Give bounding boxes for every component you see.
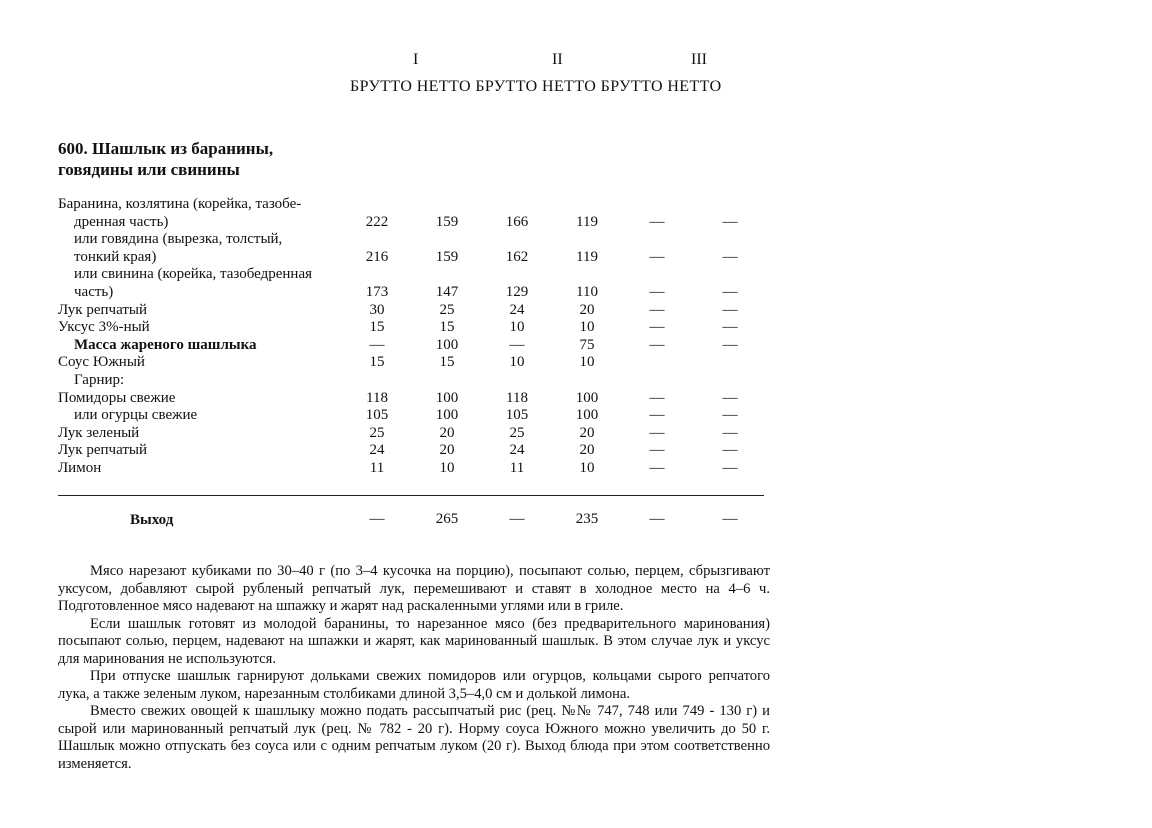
ingredient-value: —: [649, 284, 665, 300]
ingredient-label: Соус Южный: [58, 354, 145, 371]
ingredient-value: 15: [369, 319, 385, 336]
ingredient-value: —: [649, 301, 665, 318]
yield-value: —: [369, 511, 385, 527]
ingredient-label: или огурцы свежие: [74, 407, 198, 424]
ingredient-label: Гарнир:: [74, 372, 125, 388]
ingredient-value: 166: [505, 213, 529, 230]
ingredient-value: 10: [579, 460, 595, 476]
paragraph: Мясо нарезают кубиками по 30–40 г (по 3–4 кусочка на порцию), посыпают солью, перцем, сбрызгивают уксусом, добавляют сырой рубленый репчатый лук, перемешивают и ставят в холодное место на 4–6 ч. Подготовленное мясо надевают на шпажку и жарят над раскаленными углями или в гриле.: [58, 563, 770, 614]
column-number-3: III: [691, 51, 707, 68]
ingredient-value: 10: [579, 354, 595, 371]
ingredient-value: 25: [439, 301, 455, 318]
ingredient-label: дренная часть): [74, 213, 169, 230]
ingredient-label: Масса жареного шашлыка: [74, 336, 257, 353]
yield-value: —: [509, 511, 525, 527]
ingredient-value: —: [649, 407, 665, 424]
ingredient-value: 119: [576, 213, 598, 230]
ingredient-value: 10: [579, 319, 595, 336]
ingredient-value: 20: [439, 424, 455, 441]
ingredient-value: 20: [439, 442, 455, 459]
ingredient-value: —: [722, 284, 738, 300]
ingredient-value: —: [649, 460, 665, 476]
ingredient-label: Баранина, козлятина (корейка, тазобе-: [58, 196, 302, 212]
ingredient-value: 159: [435, 213, 459, 230]
ingredient-label: тонкий края): [74, 248, 157, 265]
ingredient-value: 119: [576, 248, 598, 265]
ingredient-value: —: [722, 213, 738, 230]
paragraph: Вместо свежих овощей к шашлыку можно подать рассыпчатый рис (рец. №№ 747, 748 или 749 - 130 г) и сырой или маринованный репчатый лук (рец. № 782 - 20 г). Норму соуса Южного можно увеличить до 50 г. Шашлык можно отпускать без соуса или с одним репчатым луком (20 г). Выход блюда при этом соответственно изменяется.: [58, 703, 770, 772]
yield-value: 235: [575, 511, 599, 527]
ingredient-value: 20: [579, 442, 595, 459]
table-divider: [58, 495, 764, 496]
ingredient-value: 100: [435, 407, 459, 424]
ingredient-value: 10: [509, 319, 525, 336]
ingredient-value: —: [369, 336, 385, 353]
column-subheaders: БРУТТО НЕТТО БРУТТО НЕТТО БРУТТО НЕТТО: [350, 78, 722, 95]
yield-value: 265: [435, 511, 459, 527]
ingredient-label: Лук репчатый: [58, 301, 147, 318]
ingredient-value: 159: [435, 248, 459, 265]
ingredient-value: —: [649, 213, 665, 230]
ingredient-value: 75: [579, 336, 595, 353]
ingredient-value: 20: [579, 301, 595, 318]
ingredient-value: 25: [509, 424, 525, 441]
method-text: [58, 563, 770, 773]
column-number-2: II: [552, 51, 563, 68]
ingredient-value: 11: [369, 460, 385, 476]
ingredient-value: 30: [369, 301, 385, 318]
ingredient-value: 173: [365, 284, 389, 300]
ingredient-value: 118: [506, 389, 528, 406]
ingredient-value: —: [509, 336, 525, 353]
ingredient-value: 100: [435, 389, 459, 406]
ingredient-value: 15: [439, 319, 455, 336]
ingredient-value: 129: [505, 284, 529, 300]
paragraph: Если шашлык готовят из молодой баранины, то нарезанное мясо (без предварительного маринования) посыпают солью, перцем, надевают на шпажки и жарят, как маринованный шашлык. В этом случае лук и уксус для маринования не используются.: [58, 615, 770, 667]
ingredient-value: 105: [505, 407, 529, 424]
ingredient-value: 25: [369, 424, 385, 441]
ingredient-value: 24: [509, 301, 525, 318]
ingredient-label: Лук репчатый: [58, 442, 147, 459]
ingredient-value: —: [649, 424, 665, 441]
ingredient-value: —: [722, 301, 738, 318]
ingredient-label: Лимон: [58, 460, 102, 476]
ingredient-value: —: [722, 442, 738, 459]
ingredient-value: —: [722, 407, 738, 424]
ingredient-value: 216: [365, 248, 389, 265]
ingredient-value: 162: [505, 248, 529, 265]
ingredient-value: 100: [575, 389, 599, 406]
ingredient-value: 11: [509, 460, 525, 476]
ingredient-value: 24: [509, 442, 525, 459]
ingredient-value: 15: [439, 354, 455, 371]
yield-value: —: [722, 511, 738, 527]
ingredient-value: 147: [435, 284, 459, 300]
ingredient-value: —: [722, 248, 738, 265]
ingredient-value: —: [722, 319, 738, 336]
ingredient-value: —: [722, 424, 738, 441]
yield-value: —: [649, 511, 665, 527]
ingredient-label: или говядина (вырезка, толстый,: [74, 231, 283, 248]
yield-label: Выход: [130, 512, 174, 528]
ingredient-value: —: [649, 248, 665, 265]
ingredient-value: 10: [509, 354, 525, 371]
ingredient-value: 100: [575, 407, 599, 424]
ingredient-value: 20: [579, 424, 595, 441]
ingredient-value: —: [722, 336, 738, 353]
ingredient-value: —: [649, 319, 665, 336]
ingredient-value: 118: [366, 389, 388, 406]
ingredient-value: —: [722, 389, 738, 406]
ingredient-value: —: [649, 442, 665, 459]
column-number-1: I: [413, 51, 419, 68]
recipe-title-line-2: говядины или свинины: [58, 160, 240, 179]
ingredient-value: 110: [576, 284, 598, 300]
ingredient-value: —: [722, 460, 738, 476]
ingredient-label: Лук зеленый: [58, 424, 140, 441]
ingredient-value: 105: [365, 407, 389, 424]
ingredient-value: 15: [369, 354, 385, 371]
ingredient-value: 10: [439, 460, 455, 476]
ingredient-value: —: [649, 336, 665, 353]
ingredient-value: 100: [435, 336, 459, 353]
ingredient-label: Уксус 3%-ный: [58, 319, 150, 336]
ingredient-value: 222: [365, 213, 389, 230]
ingredient-value: —: [649, 389, 665, 406]
paragraph: При отпуске шашлык гарнируют дольками свежих помидоров или огурцов, кольцами сырого репчатого лука, а также зеленым луком, нарезанным столбиками длиной 3,5–4,0 см и долькой лимона.: [58, 668, 770, 702]
ingredient-value: 24: [369, 442, 385, 459]
ingredient-label: Помидоры свежие: [58, 389, 176, 406]
recipe-title-line-1: 600. Шашлык из баранины,: [58, 139, 274, 158]
ingredient-label: часть): [74, 284, 114, 300]
ingredient-label: или свинина (корейка, тазобедренная: [74, 266, 313, 283]
